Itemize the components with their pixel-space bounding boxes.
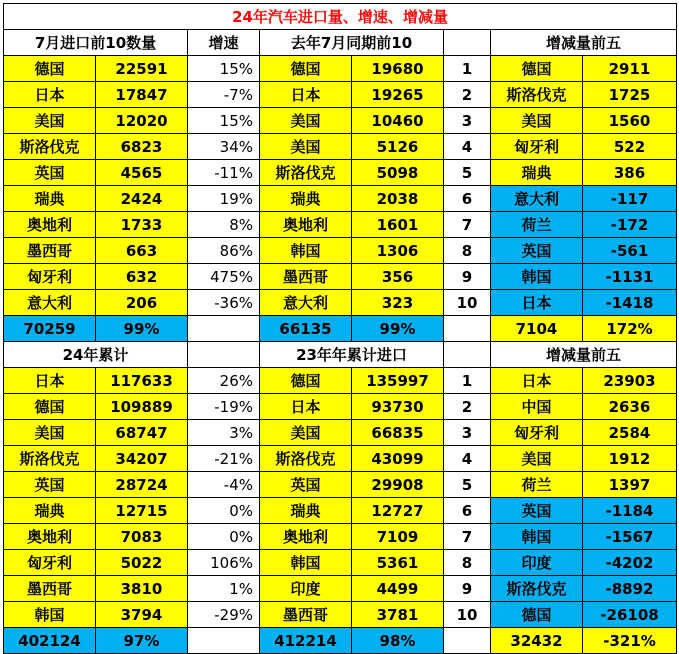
volume-current: 1733 <box>96 212 188 238</box>
change-amount: -561 <box>583 238 677 264</box>
country-current: 墨西哥 <box>4 238 96 264</box>
rank-number: 8 <box>444 550 491 576</box>
country-last-year: 瑞典 <box>260 186 352 212</box>
total-change: 7104 <box>491 316 583 342</box>
volume-current: 2424 <box>96 186 188 212</box>
country-change: 韩国 <box>491 524 583 550</box>
table-row <box>4 472 677 498</box>
country-current: 奥地利 <box>4 524 96 550</box>
volume-last-year: 7109 <box>352 524 444 550</box>
country-change: 印度 <box>491 550 583 576</box>
table-row <box>4 394 677 420</box>
import-stats-table <box>3 3 677 654</box>
header-change-top5: 增减量前五 <box>491 342 677 368</box>
change-amount: -1418 <box>583 290 677 316</box>
growth-rate: 15% <box>188 108 260 134</box>
volume-current: 663 <box>96 238 188 264</box>
rank-number: 10 <box>444 290 491 316</box>
volume-last-year: 29908 <box>352 472 444 498</box>
volume-last-year: 323 <box>352 290 444 316</box>
volume-last-year: 19265 <box>352 82 444 108</box>
country-last-year: 美国 <box>260 420 352 446</box>
country-last-year: 英国 <box>260 472 352 498</box>
volume-current: 28724 <box>96 472 188 498</box>
change-amount: 2911 <box>583 56 677 82</box>
country-current: 日本 <box>4 82 96 108</box>
volume-last-year: 19680 <box>352 56 444 82</box>
volume-last-year: 356 <box>352 264 444 290</box>
country-change: 荷兰 <box>491 472 583 498</box>
table-row <box>4 420 677 446</box>
section-header-row <box>4 30 677 56</box>
volume-last-year: 5098 <box>352 160 444 186</box>
total-rank-blank <box>444 316 491 342</box>
rank-number: 2 <box>444 82 491 108</box>
country-change: 德国 <box>491 56 583 82</box>
country-change: 荷兰 <box>491 212 583 238</box>
growth-rate: 8% <box>188 212 260 238</box>
country-change: 韩国 <box>491 264 583 290</box>
rank-number: 3 <box>444 108 491 134</box>
change-amount: -26108 <box>583 602 677 628</box>
total-change-share: -321% <box>583 628 677 654</box>
rank-number: 7 <box>444 524 491 550</box>
table-row <box>4 498 677 524</box>
rank-number: 1 <box>444 368 491 394</box>
country-last-year: 墨西哥 <box>260 264 352 290</box>
growth-rate: 15% <box>188 56 260 82</box>
growth-rate: -36% <box>188 290 260 316</box>
volume-last-year: 2038 <box>352 186 444 212</box>
total-last-year: 412214 <box>260 628 352 654</box>
growth-rate: 0% <box>188 524 260 550</box>
change-amount: -8892 <box>583 576 677 602</box>
total-growth-blank <box>188 628 260 654</box>
table-row <box>4 602 677 628</box>
country-current: 英国 <box>4 472 96 498</box>
change-amount: -1131 <box>583 264 677 290</box>
rank-number: 6 <box>444 498 491 524</box>
rank-number: 4 <box>444 134 491 160</box>
volume-current: 12020 <box>96 108 188 134</box>
growth-rate: 0% <box>188 498 260 524</box>
country-change: 日本 <box>491 368 583 394</box>
change-amount: 386 <box>583 160 677 186</box>
total-last-year: 66135 <box>260 316 352 342</box>
country-last-year: 奥地利 <box>260 212 352 238</box>
table-row <box>4 576 677 602</box>
table-row <box>4 134 677 160</box>
country-change: 英国 <box>491 238 583 264</box>
title-row <box>4 4 677 30</box>
table-row <box>4 56 677 82</box>
volume-current: 6823 <box>96 134 188 160</box>
growth-rate: -21% <box>188 446 260 472</box>
country-change: 美国 <box>491 446 583 472</box>
growth-rate: 26% <box>188 368 260 394</box>
header-growth: 增速 <box>188 30 260 56</box>
country-current: 意大利 <box>4 290 96 316</box>
total-current-share: 97% <box>96 628 188 654</box>
country-current: 瑞典 <box>4 498 96 524</box>
volume-last-year: 4499 <box>352 576 444 602</box>
table-row <box>4 82 677 108</box>
growth-rate: -7% <box>188 82 260 108</box>
change-amount: -1184 <box>583 498 677 524</box>
volume-last-year: 1601 <box>352 212 444 238</box>
change-amount: 522 <box>583 134 677 160</box>
volume-current: 12715 <box>96 498 188 524</box>
volume-current: 117633 <box>96 368 188 394</box>
country-current: 英国 <box>4 160 96 186</box>
total-rank-blank <box>444 628 491 654</box>
volume-last-year: 93730 <box>352 394 444 420</box>
change-amount: -1567 <box>583 524 677 550</box>
rank-number: 5 <box>444 472 491 498</box>
growth-rate: 475% <box>188 264 260 290</box>
growth-rate: 1% <box>188 576 260 602</box>
country-last-year: 日本 <box>260 394 352 420</box>
change-amount: -4202 <box>583 550 677 576</box>
header-change-top5: 增减量前五 <box>491 30 677 56</box>
country-change: 美国 <box>491 108 583 134</box>
country-last-year: 美国 <box>260 134 352 160</box>
country-last-year: 德国 <box>260 368 352 394</box>
country-change: 英国 <box>491 498 583 524</box>
table-row <box>4 264 677 290</box>
rank-number: 2 <box>444 394 491 420</box>
volume-last-year: 66835 <box>352 420 444 446</box>
volume-current: 632 <box>96 264 188 290</box>
volume-current: 4565 <box>96 160 188 186</box>
total-row <box>4 316 677 342</box>
volume-current: 206 <box>96 290 188 316</box>
country-last-year: 德国 <box>260 56 352 82</box>
volume-current: 5022 <box>96 550 188 576</box>
growth-rate: 86% <box>188 238 260 264</box>
volume-last-year: 135997 <box>352 368 444 394</box>
country-current: 德国 <box>4 56 96 82</box>
change-amount: 23903 <box>583 368 677 394</box>
country-last-year: 意大利 <box>260 290 352 316</box>
header-rank-blank <box>444 30 491 56</box>
section-header-row <box>4 342 677 368</box>
country-change: 日本 <box>491 290 583 316</box>
country-last-year: 奥地利 <box>260 524 352 550</box>
total-current-share: 99% <box>96 316 188 342</box>
rank-number: 7 <box>444 212 491 238</box>
total-last-year-share: 98% <box>352 628 444 654</box>
change-amount: 2584 <box>583 420 677 446</box>
total-change: 32432 <box>491 628 583 654</box>
rank-number: 1 <box>444 56 491 82</box>
rank-number: 6 <box>444 186 491 212</box>
table-row <box>4 368 677 394</box>
change-amount: -117 <box>583 186 677 212</box>
table-row <box>4 290 677 316</box>
volume-last-year: 5361 <box>352 550 444 576</box>
table-row <box>4 238 677 264</box>
volume-last-year: 10460 <box>352 108 444 134</box>
growth-rate: 3% <box>188 420 260 446</box>
volume-last-year: 3781 <box>352 602 444 628</box>
country-current: 匈牙利 <box>4 264 96 290</box>
table-row <box>4 160 677 186</box>
country-change: 匈牙利 <box>491 134 583 160</box>
volume-last-year: 5126 <box>352 134 444 160</box>
total-change-share: 172% <box>583 316 677 342</box>
rank-number: 4 <box>444 446 491 472</box>
country-change: 斯洛伐克 <box>491 576 583 602</box>
country-change: 德国 <box>491 602 583 628</box>
volume-last-year: 1306 <box>352 238 444 264</box>
volume-current: 34207 <box>96 446 188 472</box>
volume-current: 3794 <box>96 602 188 628</box>
growth-rate: 34% <box>188 134 260 160</box>
rank-number: 3 <box>444 420 491 446</box>
header-last-year-top10: 23年年累计进口 <box>260 342 444 368</box>
total-last-year-share: 99% <box>352 316 444 342</box>
growth-rate: -19% <box>188 394 260 420</box>
volume-current: 17847 <box>96 82 188 108</box>
country-current: 斯洛伐克 <box>4 446 96 472</box>
total-current: 70259 <box>4 316 96 342</box>
volume-current: 7083 <box>96 524 188 550</box>
volume-last-year: 43099 <box>352 446 444 472</box>
country-change: 斯洛伐克 <box>491 82 583 108</box>
volume-current: 3810 <box>96 576 188 602</box>
country-change: 中国 <box>491 394 583 420</box>
header-current-top10: 24年累计 <box>4 342 188 368</box>
volume-current: 109889 <box>96 394 188 420</box>
country-change: 瑞典 <box>491 160 583 186</box>
rank-number: 10 <box>444 602 491 628</box>
country-current: 瑞典 <box>4 186 96 212</box>
total-growth-blank <box>188 316 260 342</box>
growth-rate: -11% <box>188 160 260 186</box>
volume-current: 68747 <box>96 420 188 446</box>
change-amount: 2636 <box>583 394 677 420</box>
change-amount: -172 <box>583 212 677 238</box>
header-rank-blank <box>444 342 491 368</box>
table-row <box>4 524 677 550</box>
country-last-year: 瑞典 <box>260 498 352 524</box>
rank-number: 9 <box>444 264 491 290</box>
growth-rate: 19% <box>188 186 260 212</box>
country-current: 匈牙利 <box>4 550 96 576</box>
country-current: 韩国 <box>4 602 96 628</box>
growth-rate: 106% <box>188 550 260 576</box>
rank-number: 8 <box>444 238 491 264</box>
growth-rate: -29% <box>188 602 260 628</box>
table-row <box>4 108 677 134</box>
country-last-year: 韩国 <box>260 550 352 576</box>
header-growth <box>188 342 260 368</box>
growth-rate: -4% <box>188 472 260 498</box>
country-current: 美国 <box>4 108 96 134</box>
country-current: 奥地利 <box>4 212 96 238</box>
table-row <box>4 212 677 238</box>
volume-last-year: 12727 <box>352 498 444 524</box>
header-last-year-top10: 去年7月同期前10 <box>260 30 444 56</box>
header-current-top10: 7月进口前10数量 <box>4 30 188 56</box>
country-last-year: 墨西哥 <box>260 602 352 628</box>
change-amount: 1397 <box>583 472 677 498</box>
total-row <box>4 628 677 654</box>
country-last-year: 印度 <box>260 576 352 602</box>
country-last-year: 斯洛伐克 <box>260 446 352 472</box>
country-last-year: 美国 <box>260 108 352 134</box>
country-last-year: 日本 <box>260 82 352 108</box>
rank-number: 9 <box>444 576 491 602</box>
table-row <box>4 446 677 472</box>
change-amount: 1912 <box>583 446 677 472</box>
total-current: 402124 <box>4 628 96 654</box>
country-change: 意大利 <box>491 186 583 212</box>
change-amount: 1725 <box>583 82 677 108</box>
volume-current: 22591 <box>96 56 188 82</box>
country-current: 日本 <box>4 368 96 394</box>
country-current: 墨西哥 <box>4 576 96 602</box>
table-row <box>4 550 677 576</box>
country-current: 斯洛伐克 <box>4 134 96 160</box>
country-current: 美国 <box>4 420 96 446</box>
country-current: 德国 <box>4 394 96 420</box>
country-last-year: 韩国 <box>260 238 352 264</box>
rank-number: 5 <box>444 160 491 186</box>
change-amount: 1560 <box>583 108 677 134</box>
table-row <box>4 186 677 212</box>
country-change: 匈牙利 <box>491 420 583 446</box>
country-last-year: 斯洛伐克 <box>260 160 352 186</box>
table-title: 24年汽车进口量、增速、增减量 <box>4 4 677 30</box>
